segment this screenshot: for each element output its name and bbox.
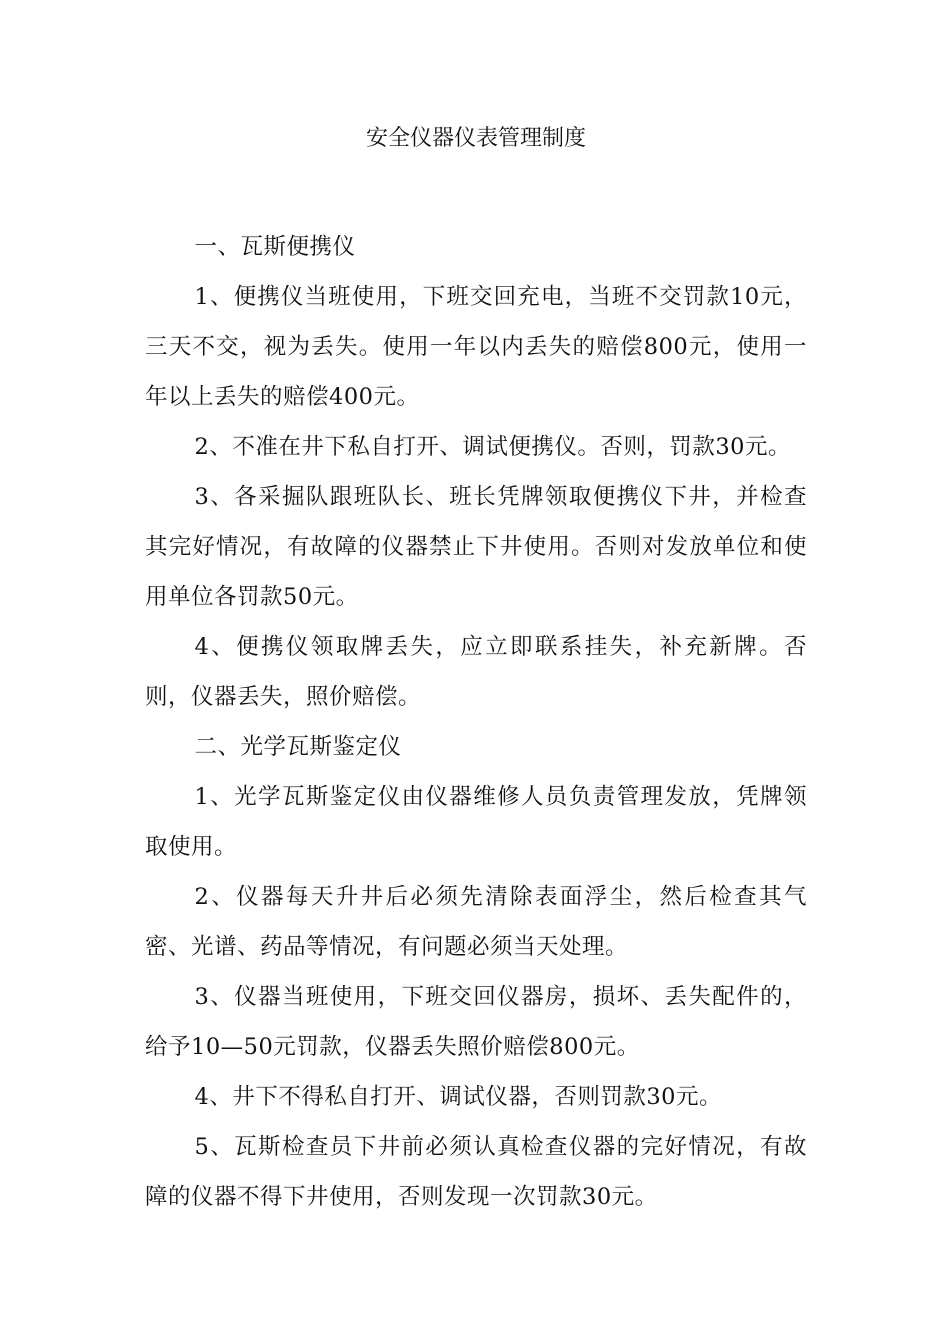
paragraph-optical-1: 1、光学瓦斯鉴定仪由仪器维修人员负责管理发放，凭牌领取使用。 xyxy=(145,784,807,860)
section-heading-optical-gas-detector: 二、光学瓦斯鉴定仪 xyxy=(194,734,402,760)
paragraph-optical-5: 5、瓦斯检查员下井前必须认真检查仪器的完好情况，有故障的仪器不得下井使用，否则发现一次罚款30元。 xyxy=(145,1134,807,1210)
paragraph-optical-2: 2、仪器每天升井后必须先清除表面浮尘，然后检查其气密、光谱、药品等情况，有问题必须当天处理。 xyxy=(145,884,807,960)
paragraph-portable-1: 1、便携仪当班使用，下班交回充电，当班不交罚款10元，三天不交，视为丢失。使用一年以内丢失的赔偿800元，使用一年以上丢失的赔偿400元。 xyxy=(145,284,807,410)
section-heading-portable-gas-detector: 一、瓦斯便携仪 xyxy=(194,234,356,260)
document-title: 安全仪器仪表管理制度 xyxy=(365,126,586,151)
document-body xyxy=(145,222,807,1222)
paragraph-portable-3: 3、各采掘队跟班队长、班长凭牌领取便携仪下井，并检查其完好情况，有故障的仪器禁止下井使用。否则对发放单位和使用单位各罚款50元。 xyxy=(145,484,807,610)
paragraph-optical-3: 3、仪器当班使用，下班交回仪器房，损坏、丢失配件的，给予10—50元罚款，仪器丢失照价赔偿800元。 xyxy=(145,984,807,1060)
paragraph-portable-4: 4、便携仪领取牌丢失，应立即联系挂失，补充新牌。否则，仪器丢失，照价赔偿。 xyxy=(145,634,807,710)
paragraph-portable-2: 2、不准在井下私自打开、调试便携仪。否则，罚款30元。 xyxy=(194,434,791,460)
paragraph-optical-4: 4、井下不得私自打开、调试仪器，否则罚款30元。 xyxy=(194,1084,722,1110)
